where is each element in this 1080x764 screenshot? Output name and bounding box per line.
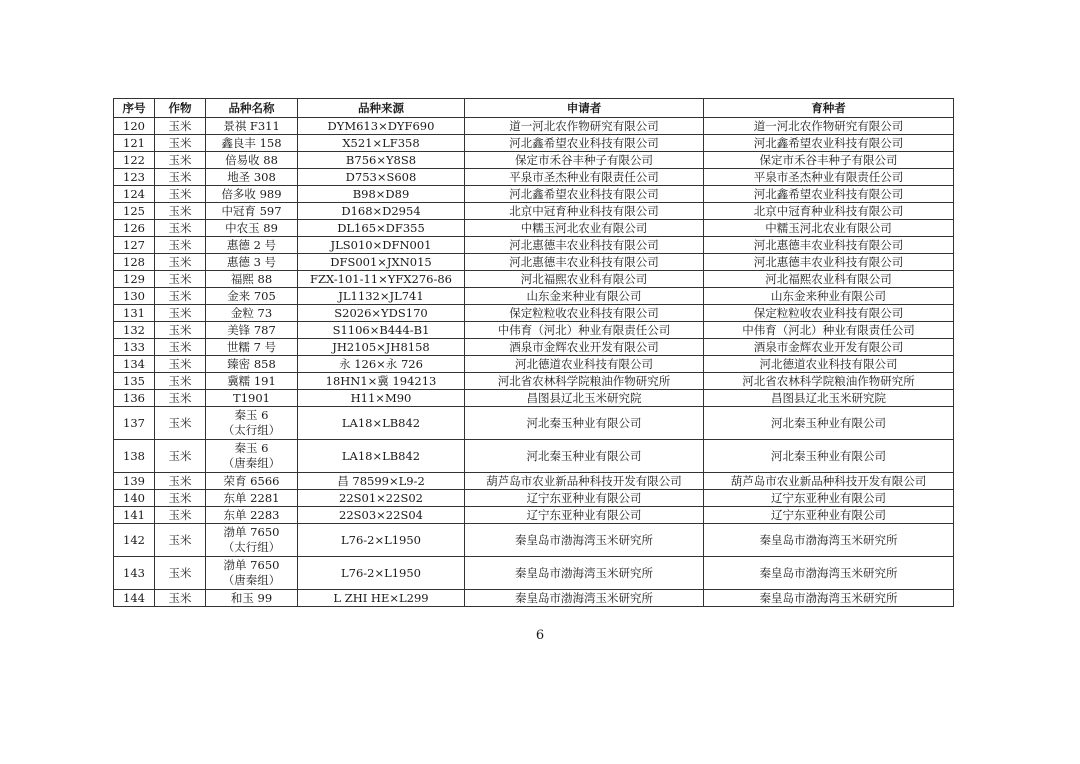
cell-variety-name: 美锋 787	[206, 322, 298, 339]
cell-variety-name: 福熙 88	[206, 271, 298, 288]
cell-no: 132	[114, 322, 155, 339]
cell-crop: 玉米	[155, 590, 206, 607]
cell-breeder: 河北秦玉种业有限公司	[704, 407, 954, 440]
table-row	[114, 220, 954, 237]
cell-variety-source: L ZHI HE×L299	[298, 590, 465, 607]
cell-applicant: 酒泉市金辉农业开发有限公司	[465, 339, 704, 356]
cell-crop: 玉米	[155, 440, 206, 473]
header-applicant: 申请者	[465, 99, 704, 118]
cell-breeder: 辽宁东亚种业有限公司	[704, 490, 954, 507]
cell-variety-source: LA18×LB842	[298, 440, 465, 473]
cell-breeder: 秦皇岛市渤海湾玉米研究所	[704, 590, 954, 607]
table-row	[114, 590, 954, 607]
cell-applicant: 辽宁东亚种业有限公司	[465, 490, 704, 507]
cell-applicant: 秦皇岛市渤海湾玉米研究所	[465, 590, 704, 607]
cell-breeder: 河北秦玉种业有限公司	[704, 440, 954, 473]
cell-crop: 玉米	[155, 490, 206, 507]
table-row	[114, 254, 954, 271]
cell-crop: 玉米	[155, 186, 206, 203]
cell-no: 144	[114, 590, 155, 607]
table-row	[114, 557, 954, 590]
cell-variety-name: 东单 2283	[206, 507, 298, 524]
cell-variety-name: 荣育 6566	[206, 473, 298, 490]
cell-no: 122	[114, 152, 155, 169]
cell-no: 143	[114, 557, 155, 590]
table-row	[114, 135, 954, 152]
cell-breeder: 葫芦岛市农业新品种科技开发有限公司	[704, 473, 954, 490]
cell-applicant: 河北惠德丰农业科技有限公司	[465, 237, 704, 254]
table-row	[114, 473, 954, 490]
cell-crop: 玉米	[155, 237, 206, 254]
cell-variety-name: 东单 2281	[206, 490, 298, 507]
table-row	[114, 407, 954, 440]
table-row	[114, 440, 954, 473]
cell-breeder: 山东金来种业有限公司	[704, 288, 954, 305]
variety-table	[113, 98, 954, 607]
cell-variety-name: 惠德 3 号	[206, 254, 298, 271]
header-no: 序号	[114, 99, 155, 118]
cell-applicant: 秦皇岛市渤海湾玉米研究所	[465, 524, 704, 557]
cell-variety-name: 鑫良丰 158	[206, 135, 298, 152]
table-row	[114, 322, 954, 339]
cell-variety-source: H11×M90	[298, 390, 465, 407]
table-row	[114, 271, 954, 288]
cell-applicant: 河北鑫希望农业科技有限公司	[465, 135, 704, 152]
cell-breeder: 秦皇岛市渤海湾玉米研究所	[704, 524, 954, 557]
cell-applicant: 北京中冠育种业科技有限公司	[465, 203, 704, 220]
cell-no: 139	[114, 473, 155, 490]
cell-variety-source: L76-2×L1950	[298, 524, 465, 557]
cell-variety-name: 景祺 F311	[206, 118, 298, 135]
variety-group-text: （唐秦组）	[222, 573, 281, 587]
cell-breeder: 中糯玉河北农业有限公司	[704, 220, 954, 237]
cell-crop: 玉米	[155, 507, 206, 524]
cell-variety-source: 22S01×22S02	[298, 490, 465, 507]
cell-variety-name	[206, 557, 298, 590]
cell-variety-source: D168×D2954	[298, 203, 465, 220]
cell-variety-source: 22S03×22S04	[298, 507, 465, 524]
cell-crop: 玉米	[155, 557, 206, 590]
cell-variety-source: L76-2×L1950	[298, 557, 465, 590]
cell-variety-source: LA18×LB842	[298, 407, 465, 440]
cell-applicant: 河北惠德丰农业科技有限公司	[465, 254, 704, 271]
cell-breeder: 辽宁东亚种业有限公司	[704, 507, 954, 524]
cell-variety-name	[206, 407, 298, 440]
cell-crop: 玉米	[155, 271, 206, 288]
cell-variety-name: 金来 705	[206, 288, 298, 305]
table-row	[114, 339, 954, 356]
cell-no: 126	[114, 220, 155, 237]
cell-no: 121	[114, 135, 155, 152]
cell-breeder: 保定市禾谷丰种子有限公司	[704, 152, 954, 169]
variety-group-text: （太行组）	[222, 540, 281, 554]
cell-breeder: 河北鑫希望农业科技有限公司	[704, 186, 954, 203]
cell-no: 127	[114, 237, 155, 254]
cell-crop: 玉米	[155, 254, 206, 271]
cell-variety-source: FZX-101-11×YFX276-86	[298, 271, 465, 288]
cell-applicant: 保定市禾谷丰种子有限公司	[465, 152, 704, 169]
cell-variety-source: JLS010×DFN001	[298, 237, 465, 254]
cell-breeder: 河北鑫希望农业科技有限公司	[704, 135, 954, 152]
cell-applicant: 河北秦玉种业有限公司	[465, 440, 704, 473]
table-row	[114, 237, 954, 254]
cell-no: 138	[114, 440, 155, 473]
cell-variety-name: 世糯 7 号	[206, 339, 298, 356]
table-row	[114, 390, 954, 407]
cell-no: 129	[114, 271, 155, 288]
cell-applicant: 昌图县辽北玉米研究院	[465, 390, 704, 407]
cell-applicant: 中伟育（河北）种业有限责任公司	[465, 322, 704, 339]
page-number: 6	[535, 628, 545, 643]
cell-applicant: 中糯玉河北农业有限公司	[465, 220, 704, 237]
cell-no: 133	[114, 339, 155, 356]
cell-applicant: 河北秦玉种业有限公司	[465, 407, 704, 440]
cell-variety-source: DL165×DF355	[298, 220, 465, 237]
cell-breeder: 秦皇岛市渤海湾玉米研究所	[704, 557, 954, 590]
cell-no: 123	[114, 169, 155, 186]
table-row	[114, 356, 954, 373]
cell-crop: 玉米	[155, 373, 206, 390]
cell-no: 141	[114, 507, 155, 524]
cell-variety-name: 倍多收 989	[206, 186, 298, 203]
variety-name-text: 秦玉 6	[234, 441, 269, 455]
header-variety-source: 品种来源	[298, 99, 465, 118]
cell-breeder: 酒泉市金辉农业开发有限公司	[704, 339, 954, 356]
cell-crop: 玉米	[155, 305, 206, 322]
cell-applicant: 辽宁东亚种业有限公司	[465, 507, 704, 524]
table-row	[114, 490, 954, 507]
cell-breeder: 河北惠德丰农业科技有限公司	[704, 254, 954, 271]
cell-variety-source: S1106×B444-B1	[298, 322, 465, 339]
table-row	[114, 203, 954, 220]
cell-crop: 玉米	[155, 339, 206, 356]
cell-breeder: 河北德道农业科技有限公司	[704, 356, 954, 373]
cell-variety-source: B98×D89	[298, 186, 465, 203]
cell-crop: 玉米	[155, 356, 206, 373]
cell-no: 135	[114, 373, 155, 390]
cell-breeder: 河北惠德丰农业科技有限公司	[704, 237, 954, 254]
cell-variety-name: 中农玉 89	[206, 220, 298, 237]
table-row	[114, 288, 954, 305]
cell-applicant: 保定粒粒收农业科技有限公司	[465, 305, 704, 322]
cell-crop: 玉米	[155, 322, 206, 339]
cell-variety-source: S2026×YDS170	[298, 305, 465, 322]
cell-variety-source: DFS001×JXN015	[298, 254, 465, 271]
cell-applicant: 平泉市圣杰种业有限责任公司	[465, 169, 704, 186]
cell-no: 124	[114, 186, 155, 203]
cell-applicant: 河北鑫希望农业科技有限公司	[465, 186, 704, 203]
table-body	[114, 118, 954, 607]
cell-variety-name: 和玉 99	[206, 590, 298, 607]
cell-breeder: 昌图县辽北玉米研究院	[704, 390, 954, 407]
header-variety-name: 品种名称	[206, 99, 298, 118]
cell-no: 137	[114, 407, 155, 440]
table-row	[114, 169, 954, 186]
cell-variety-source: 18HN1×冀 194213	[298, 373, 465, 390]
table-row	[114, 118, 954, 135]
cell-no: 140	[114, 490, 155, 507]
header-crop: 作物	[155, 99, 206, 118]
table-header-row	[114, 99, 954, 118]
cell-no: 128	[114, 254, 155, 271]
cell-variety-name: T1901	[206, 390, 298, 407]
table-row	[114, 524, 954, 557]
cell-applicant: 河北德道农业科技有限公司	[465, 356, 704, 373]
cell-applicant: 河北省农林科学院粮油作物研究所	[465, 373, 704, 390]
cell-crop: 玉米	[155, 220, 206, 237]
cell-breeder: 中伟育（河北）种业有限责任公司	[704, 322, 954, 339]
cell-variety-source: X521×LF358	[298, 135, 465, 152]
cell-applicant: 葫芦岛市农业新品种科技开发有限公司	[465, 473, 704, 490]
cell-breeder: 道一河北农作物研究有限公司	[704, 118, 954, 135]
cell-crop: 玉米	[155, 118, 206, 135]
cell-crop: 玉米	[155, 203, 206, 220]
cell-variety-source: 昌 78599×L9-2	[298, 473, 465, 490]
header-breeder: 育种者	[704, 99, 954, 118]
cell-variety-name: 惠德 2 号	[206, 237, 298, 254]
cell-variety-name: 冀糯 191	[206, 373, 298, 390]
cell-breeder: 保定粒粒收农业科技有限公司	[704, 305, 954, 322]
variety-name-text: 渤单 7650	[223, 558, 280, 572]
cell-variety-source: D753×S608	[298, 169, 465, 186]
cell-variety-source: JH2105×JH8158	[298, 339, 465, 356]
cell-variety-name: 臻密 858	[206, 356, 298, 373]
cell-no: 134	[114, 356, 155, 373]
cell-variety-name	[206, 440, 298, 473]
table-row	[114, 305, 954, 322]
table-row	[114, 373, 954, 390]
cell-crop: 玉米	[155, 390, 206, 407]
cell-variety-source: DYM613×DYF690	[298, 118, 465, 135]
cell-no: 142	[114, 524, 155, 557]
cell-breeder: 平泉市圣杰种业有限责任公司	[704, 169, 954, 186]
cell-crop: 玉米	[155, 152, 206, 169]
cell-applicant: 道一河北农作物研究有限公司	[465, 118, 704, 135]
cell-variety-name	[206, 524, 298, 557]
cell-crop: 玉米	[155, 288, 206, 305]
cell-variety-name: 金粒 73	[206, 305, 298, 322]
cell-variety-source: JL1132×JL741	[298, 288, 465, 305]
cell-crop: 玉米	[155, 473, 206, 490]
cell-breeder: 北京中冠育种业科技有限公司	[704, 203, 954, 220]
cell-variety-source: 永 126×永 726	[298, 356, 465, 373]
cell-crop: 玉米	[155, 169, 206, 186]
cell-crop: 玉米	[155, 135, 206, 152]
cell-no: 131	[114, 305, 155, 322]
cell-applicant: 山东金来种业有限公司	[465, 288, 704, 305]
cell-crop: 玉米	[155, 407, 206, 440]
cell-no: 130	[114, 288, 155, 305]
cell-variety-name: 倍易收 88	[206, 152, 298, 169]
cell-breeder: 河北省农林科学院粮油作物研究所	[704, 373, 954, 390]
cell-variety-name: 地圣 308	[206, 169, 298, 186]
cell-breeder: 河北福熙农业科有限公司	[704, 271, 954, 288]
table-row	[114, 186, 954, 203]
cell-no: 136	[114, 390, 155, 407]
cell-crop: 玉米	[155, 524, 206, 557]
cell-variety-source: B756×Y8S8	[298, 152, 465, 169]
variety-name-text: 渤单 7650	[223, 525, 280, 539]
variety-group-text: （唐秦组）	[222, 456, 281, 470]
cell-no: 125	[114, 203, 155, 220]
table-row	[114, 152, 954, 169]
variety-group-text: （太行组）	[222, 423, 281, 437]
cell-variety-name: 中冠育 597	[206, 203, 298, 220]
cell-no: 120	[114, 118, 155, 135]
cell-applicant: 秦皇岛市渤海湾玉米研究所	[465, 557, 704, 590]
table-row	[114, 507, 954, 524]
cell-applicant: 河北福熙农业科有限公司	[465, 271, 704, 288]
variety-name-text: 秦玉 6	[234, 408, 269, 422]
